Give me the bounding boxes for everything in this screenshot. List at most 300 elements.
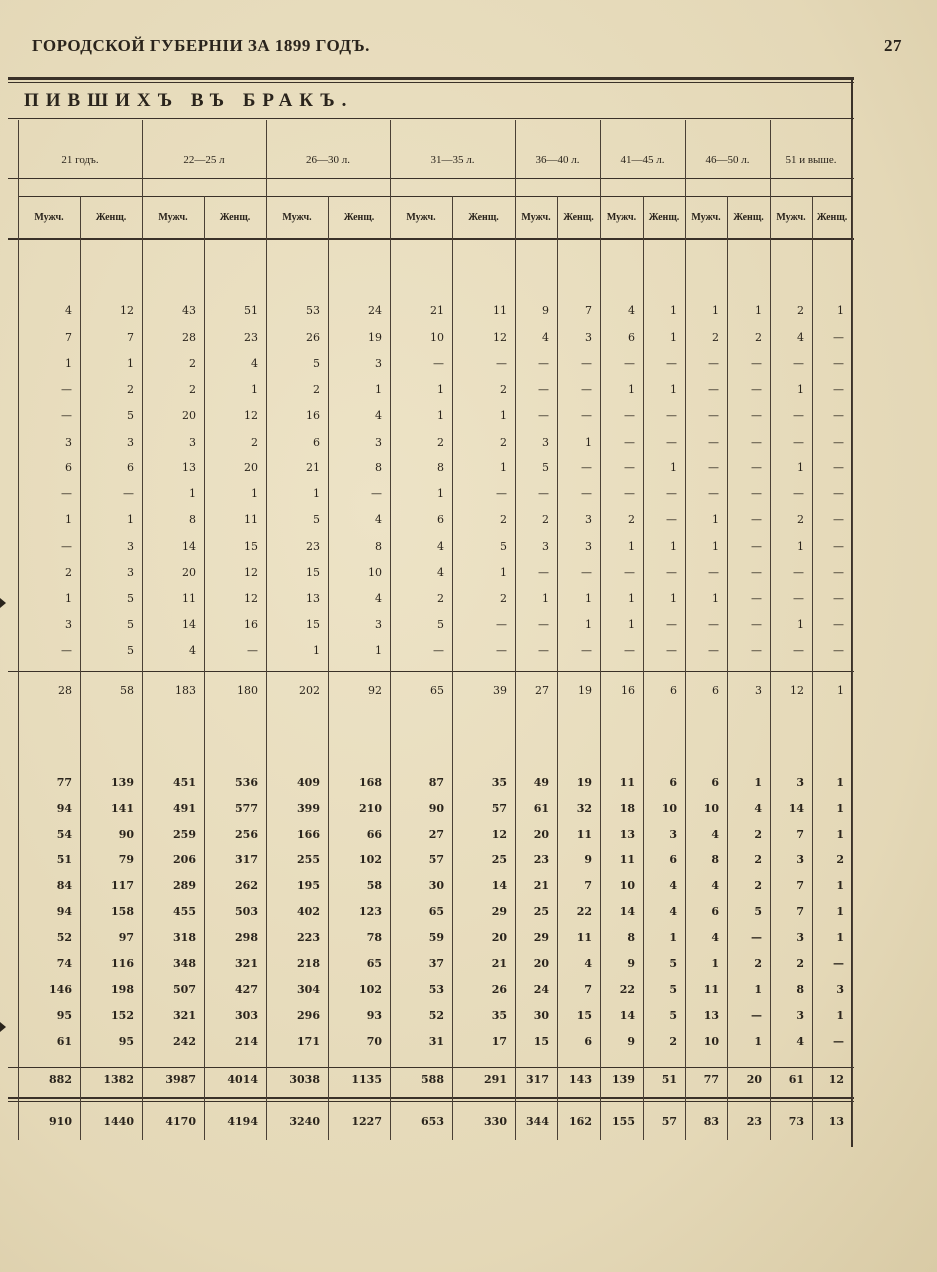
table-cell: 1	[836, 931, 844, 944]
table-cell: 26	[491, 983, 507, 996]
age-group-header: 36—40 л.	[535, 154, 580, 166]
table-cell: 7	[796, 828, 804, 841]
table-cell: 37	[428, 957, 444, 970]
table-cell: 2	[797, 304, 804, 317]
table-cell: 3	[796, 1009, 804, 1022]
male-column-header: Мужч.	[521, 212, 551, 223]
table-cell: 1	[585, 592, 592, 605]
table-cell: 59	[428, 931, 444, 944]
table-cell: 166	[297, 828, 320, 841]
table-cell: —	[833, 957, 844, 970]
table-cell: 158	[111, 905, 134, 918]
table-cell: 1	[65, 592, 72, 605]
table-cell: 12	[493, 331, 507, 344]
table-cell: 7	[65, 331, 72, 344]
table-cell: 3	[796, 931, 804, 944]
table-cell: 4	[797, 331, 804, 344]
table-cell: 66	[366, 828, 382, 841]
table-cell: 5	[127, 618, 134, 631]
grand-total-cell: 162	[569, 1115, 592, 1128]
grand-total-cell: 330	[484, 1115, 507, 1128]
table-cell: —	[496, 644, 507, 657]
table-cell: —	[538, 409, 549, 422]
table-cell: —	[538, 644, 549, 657]
table-cell: 348	[173, 957, 196, 970]
table-cell: 15	[306, 618, 320, 631]
subtotal-cell: 1382	[103, 1073, 134, 1086]
table-cell: 1	[127, 513, 134, 526]
table-cell: 577	[235, 802, 258, 815]
table-cell: 210	[359, 802, 382, 815]
table-cell: —	[708, 461, 719, 474]
table-cell: 94	[56, 802, 72, 815]
table-cell: —	[751, 618, 762, 631]
table-cell: 3	[836, 983, 844, 996]
table-cell: —	[538, 487, 549, 500]
table-cell: 14	[619, 1009, 635, 1022]
table-cell: 93	[366, 1009, 382, 1022]
table-cell: 1	[585, 436, 592, 449]
table-cell: —	[751, 540, 762, 553]
female-column-header: Женщ.	[733, 212, 764, 223]
table-cell: 95	[56, 1009, 72, 1022]
table-cell: 19	[368, 331, 382, 344]
table-cell: 5	[669, 983, 677, 996]
table-cell: —	[666, 566, 677, 579]
table-cell: 8	[375, 461, 382, 474]
table-cell: —	[581, 409, 592, 422]
table-cell: 52	[56, 931, 72, 944]
table-cell: 409	[297, 776, 320, 789]
table-cell: —	[371, 487, 382, 500]
table-cell: 17	[491, 1035, 507, 1048]
table-cell: 78	[366, 931, 382, 944]
table-cell: —	[833, 383, 844, 396]
table-cell: 451	[173, 776, 196, 789]
running-head-title: ГОРОДСКОЙ ГУБЕРНІИ ЗА 1899 ГОДЪ.	[32, 36, 370, 55]
subtotal-cell: 58	[120, 684, 134, 697]
table-cell: —	[833, 592, 844, 605]
table-cell: 5	[127, 644, 134, 657]
table-cell: —	[61, 409, 72, 422]
table-cell: 102	[359, 983, 382, 996]
table-cell: 10	[661, 802, 677, 815]
table-cell: 3	[585, 513, 592, 526]
table-cell: 53	[306, 304, 320, 317]
table-cell: 10	[703, 802, 719, 815]
grand-total-cell: 653	[421, 1115, 444, 1128]
table-cell: —	[833, 487, 844, 500]
table-cell: —	[624, 566, 635, 579]
grand-total-cell: 1440	[103, 1115, 134, 1128]
female-column-header: Женщ.	[95, 212, 127, 223]
table-cell: 1	[375, 644, 382, 657]
table-cell: —	[708, 357, 719, 370]
table-cell: 53	[428, 983, 444, 996]
table-cell: 7	[796, 905, 804, 918]
table-cell: 8	[375, 540, 382, 553]
female-column-header: Женщ.	[343, 212, 375, 223]
table-cell: 20	[533, 828, 549, 841]
table-cell: 5	[437, 618, 444, 631]
table-cell: 2	[628, 513, 635, 526]
table-cell: 11	[576, 931, 592, 944]
table-cell: 11	[703, 983, 719, 996]
table-cell: 95	[118, 1035, 134, 1048]
table-cell: 2	[189, 357, 196, 370]
table-cell: —	[61, 540, 72, 553]
table-cell: 6	[127, 461, 134, 474]
table-cell: 24	[368, 304, 382, 317]
table-cell: 8	[437, 461, 444, 474]
table-cell: 117	[111, 879, 134, 892]
table-cell: 21	[533, 879, 549, 892]
table-cell: —	[61, 383, 72, 396]
table-cell: 23	[244, 331, 258, 344]
grand-total-cell: 57	[661, 1115, 677, 1128]
subtotal-cell: 1135	[351, 1073, 382, 1086]
table-cell: 5	[500, 540, 507, 553]
table-cell: 1	[669, 931, 677, 944]
age-group-header: 31—35 л.	[430, 154, 475, 166]
group-divider	[852, 120, 853, 1140]
table-cell: 32	[576, 802, 592, 815]
subtotal-cell: 92	[368, 684, 382, 697]
table-cell: 8	[189, 513, 196, 526]
table-cell: 13	[703, 1009, 719, 1022]
table-cell: 2	[500, 383, 507, 396]
table-cell: —	[666, 618, 677, 631]
table-cell: 15	[306, 566, 320, 579]
table-cell: —	[496, 487, 507, 500]
subtotal-cell: 39	[493, 684, 507, 697]
table-cell: 1	[836, 776, 844, 789]
table-cell: —	[123, 487, 134, 500]
table-cell: 23	[533, 853, 549, 866]
table-cell: 4	[375, 592, 382, 605]
table-cell: 139	[111, 776, 134, 789]
table-cell: 90	[118, 828, 134, 841]
table-cell: 1	[670, 540, 677, 553]
table-cell: 18	[619, 802, 635, 815]
table-cell: —	[496, 357, 507, 370]
table-cell: 21	[430, 304, 444, 317]
table-cell: 6	[584, 1035, 592, 1048]
table-cell: 1	[712, 304, 719, 317]
age-group-header: 51 и выше.	[785, 154, 837, 166]
table-cell: 1	[712, 513, 719, 526]
table-cell: 2	[437, 436, 444, 449]
table-cell: 321	[173, 1009, 196, 1022]
table-cell: —	[666, 357, 677, 370]
table-cell: 13	[306, 592, 320, 605]
table-cell: 65	[428, 905, 444, 918]
table-cell: —	[708, 487, 719, 500]
table-cell: 2	[500, 436, 507, 449]
table-cell: 1	[65, 357, 72, 370]
table-cell: —	[793, 487, 804, 500]
table-cell: 491	[173, 802, 196, 815]
grand-total-cell: 4194	[227, 1115, 258, 1128]
table-cell: 14	[619, 905, 635, 918]
table-cell: 11	[619, 776, 635, 789]
table-cell: 1	[836, 879, 844, 892]
table-cell: 289	[173, 879, 196, 892]
table-cell: 84	[56, 879, 72, 892]
male-column-header: Мужч.	[776, 212, 806, 223]
table-cell: —	[708, 436, 719, 449]
table-cell: 2	[796, 957, 804, 970]
table-cell: 22	[619, 983, 635, 996]
table-cell: 1	[628, 592, 635, 605]
table-cell: 87	[428, 776, 444, 789]
male-column-header: Мужч.	[34, 212, 64, 223]
table-cell: 28	[182, 331, 196, 344]
table-cell: 6	[711, 776, 719, 789]
table-cell: —	[538, 618, 549, 631]
table-cell: 12	[244, 409, 258, 422]
table-cell: 14	[182, 540, 196, 553]
table-cell: 1	[127, 357, 134, 370]
table-cell: 3	[375, 357, 382, 370]
table-cell: 8	[711, 853, 719, 866]
table-cell: 24	[533, 983, 549, 996]
grand-total-cell: 3240	[289, 1115, 320, 1128]
table-cell: 1	[251, 487, 258, 500]
subtotal-cell: 20	[746, 1073, 762, 1086]
table-cell: 23	[306, 540, 320, 553]
female-column-header: Женщ.	[468, 212, 499, 223]
table-cell: 9	[627, 1035, 635, 1048]
table-cell: 5	[313, 357, 320, 370]
table-cell: 536	[235, 776, 258, 789]
table-cell: 4	[584, 957, 592, 970]
table-cell: 77	[56, 776, 72, 789]
table-cell: —	[833, 644, 844, 657]
table-cell: —	[581, 357, 592, 370]
subtotal-cell: 51	[661, 1073, 677, 1086]
table-cell: 9	[542, 304, 549, 317]
subtotal-cell: 4014	[227, 1073, 258, 1086]
table-cell: 1	[437, 383, 444, 396]
table-cell: —	[751, 1009, 762, 1022]
table-cell: 102	[359, 853, 382, 866]
table-cell: 3	[65, 618, 72, 631]
table-cell: 8	[627, 931, 635, 944]
table-cell: 2	[542, 513, 549, 526]
table-cell: —	[581, 487, 592, 500]
table-cell: 11	[244, 513, 258, 526]
grand-total-cell: 1227	[351, 1115, 382, 1128]
age-group-header: 21 годъ.	[61, 154, 99, 166]
table-cell: 11	[182, 592, 196, 605]
table-cell: 2	[437, 592, 444, 605]
subtotal-cell: 3987	[165, 1073, 196, 1086]
table-cell: 4	[669, 905, 677, 918]
subtotal-cell: 882	[49, 1073, 72, 1086]
table-cell: 1	[628, 618, 635, 631]
table-cell: —	[833, 618, 844, 631]
table-cell: 1	[670, 331, 677, 344]
table-title: ПИВШИХЪ ВЪ БРАКЪ.	[24, 90, 354, 111]
table-cell: 427	[235, 983, 258, 996]
table-cell: —	[751, 592, 762, 605]
table-cell: 7	[584, 983, 592, 996]
table-cell: 2	[754, 853, 762, 866]
table-cell: 2	[754, 879, 762, 892]
table-cell: 5	[754, 905, 762, 918]
subtotal-cell: 6	[670, 684, 677, 697]
table-cell: 2	[712, 331, 719, 344]
table-cell: 2	[313, 383, 320, 396]
table-cell: —	[793, 409, 804, 422]
table-cell: —	[666, 409, 677, 422]
table-cell: 1	[251, 383, 258, 396]
table-cell: —	[61, 644, 72, 657]
table-cell: 5	[127, 592, 134, 605]
table-cell: 61	[533, 802, 549, 815]
table-cell: 4	[628, 304, 635, 317]
table-cell: —	[538, 357, 549, 370]
table-cell: 4	[669, 879, 677, 892]
table-cell: 1	[500, 461, 507, 474]
table-cell: 6	[437, 513, 444, 526]
table-cell: —	[751, 383, 762, 396]
table-cell: 57	[491, 802, 507, 815]
table-cell: 1	[712, 592, 719, 605]
table-cell: 4	[711, 931, 719, 944]
table-cell: 146	[49, 983, 72, 996]
table-cell: 1	[670, 383, 677, 396]
table-cell: 1	[670, 592, 677, 605]
female-column-header: Женщ.	[816, 212, 848, 223]
grand-total-cell: 73	[788, 1115, 804, 1128]
table-cell: 4	[251, 357, 258, 370]
table-cell: 97	[118, 931, 134, 944]
subtotal-cell: 291	[484, 1073, 507, 1086]
table-cell: 20	[491, 931, 507, 944]
table-cell: 4	[65, 304, 72, 317]
table-cell: 4	[375, 409, 382, 422]
table-cell: 1	[500, 566, 507, 579]
table-cell: 1	[313, 487, 320, 500]
table-cell: 255	[297, 853, 320, 866]
table-cell: 1	[189, 487, 196, 500]
table-cell: 1	[797, 383, 804, 396]
table-cell: 3	[542, 436, 549, 449]
table-cell: 54	[56, 828, 72, 841]
table-cell: 4	[437, 566, 444, 579]
table-cell: 256	[235, 828, 258, 841]
subtotal-cell: 16	[621, 684, 635, 697]
male-column-header: Мужч.	[406, 212, 436, 223]
table-cell: 1	[754, 983, 762, 996]
table-cell: 4	[711, 828, 719, 841]
table-cell: 7	[584, 879, 592, 892]
table-cell: —	[833, 1035, 844, 1048]
table-cell: —	[666, 513, 677, 526]
table-cell: 317	[235, 853, 258, 866]
table-cell: 7	[585, 304, 592, 317]
table-cell: 4	[796, 1035, 804, 1048]
table-cell: 6	[628, 331, 635, 344]
table-cell: —	[708, 644, 719, 657]
table-cell: 29	[533, 931, 549, 944]
group-header-rule	[8, 178, 854, 179]
table-cell: 6	[669, 853, 677, 866]
table-cell: 1	[836, 905, 844, 918]
subtotal-cell: 12	[828, 1073, 844, 1086]
table-cell: 2	[251, 436, 258, 449]
table-cell: —	[538, 383, 549, 396]
subtotal-cell: 19	[578, 684, 592, 697]
table-cell: —	[433, 357, 444, 370]
table-cell: 15	[244, 540, 258, 553]
subtotal-cell: 28	[58, 684, 72, 697]
table-cell: 10	[703, 1035, 719, 1048]
table-cell: 5	[127, 409, 134, 422]
table-cell: 168	[359, 776, 382, 789]
table-cell: 15	[576, 1009, 592, 1022]
table-cell: 1	[755, 304, 762, 317]
table-cell: 152	[111, 1009, 134, 1022]
table-cell: 6	[65, 461, 72, 474]
table-cell: 4	[711, 879, 719, 892]
table-cell: 3	[796, 776, 804, 789]
table-cell: —	[751, 357, 762, 370]
table-cell: —	[624, 436, 635, 449]
table-cell: —	[581, 461, 592, 474]
table-cell: —	[833, 513, 844, 526]
table-cell: 4	[375, 513, 382, 526]
subtotal-cell: 27	[535, 684, 549, 697]
table-cell: 74	[56, 957, 72, 970]
table-cell: 8	[796, 983, 804, 996]
subtotal-cell: 3038	[289, 1073, 320, 1086]
table-cell: 35	[491, 1009, 507, 1022]
table-cell: 3	[189, 436, 196, 449]
table-cell: —	[496, 618, 507, 631]
table-cell: 2	[754, 957, 762, 970]
grand-total-cell: 83	[703, 1115, 719, 1128]
table-cell: 49	[533, 776, 549, 789]
female-column-header: Женщ.	[219, 212, 251, 223]
grand-total-cell: 4170	[165, 1115, 196, 1128]
grand-total-cell: 155	[612, 1115, 635, 1128]
table-cell: 399	[297, 802, 320, 815]
table-cell: —	[708, 383, 719, 396]
table-cell: 5	[669, 957, 677, 970]
subtotal-cell: 77	[703, 1073, 719, 1086]
table-cell: 10	[430, 331, 444, 344]
table-cell: 1	[500, 409, 507, 422]
table-cell: 321	[235, 957, 258, 970]
table-cell: —	[433, 644, 444, 657]
table-cell: 1	[797, 540, 804, 553]
table-cell: 2	[500, 592, 507, 605]
table-cell: —	[751, 513, 762, 526]
table-cell: —	[624, 487, 635, 500]
table-cell: 2	[797, 513, 804, 526]
table-cell: 43	[182, 304, 196, 317]
table-cell: 1	[585, 618, 592, 631]
table-cell: —	[751, 644, 762, 657]
table-cell: 195	[297, 879, 320, 892]
table-cell: 10	[368, 566, 382, 579]
grand-total-cell: 910	[49, 1115, 72, 1128]
table-cell: 1	[797, 461, 804, 474]
table-cell: 402	[297, 905, 320, 918]
